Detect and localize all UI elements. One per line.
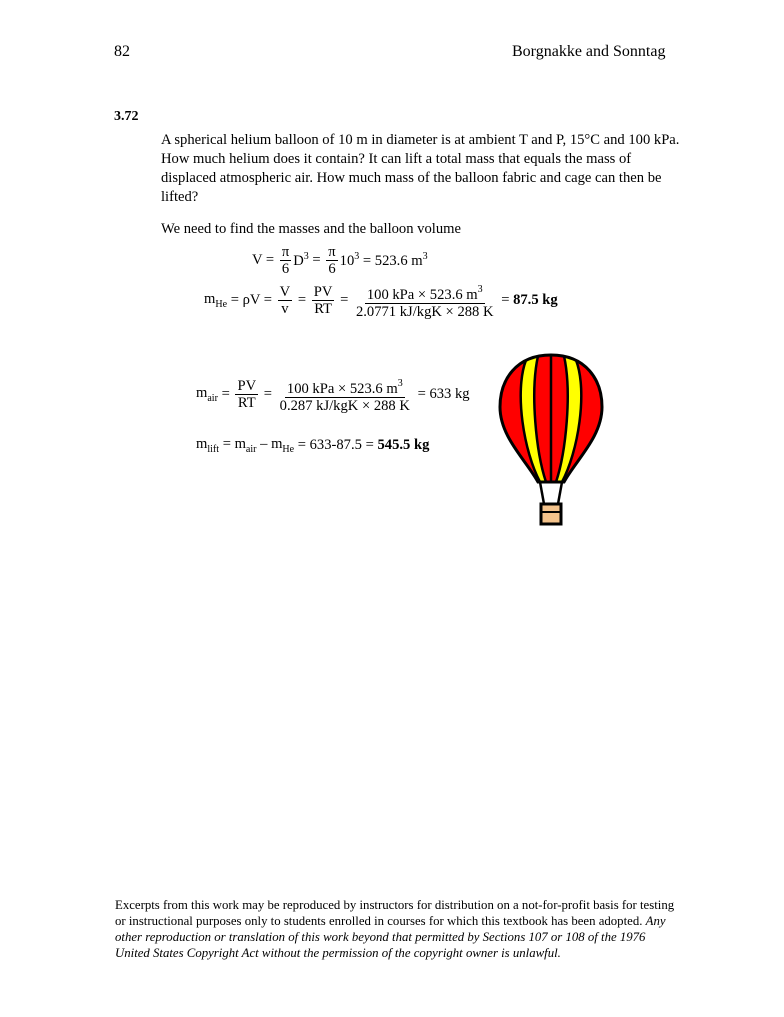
fraction xyxy=(312,284,335,317)
hot-air-balloon-illustration xyxy=(496,352,606,527)
footer-italic-text: Any other reproduction or translation of this work beyond that permitted by Sections 107 or 108 of the 1976 United States Copyright Act without the permission of the copyright owner is unlawful. xyxy=(115,914,666,960)
copyright-footer xyxy=(115,897,675,961)
problem-number: 3.72 xyxy=(114,109,139,124)
problem-statement: A spherical helium balloon of 10 m in diameter is at ambient T and P, 15°C and 100 kPa. How much helium does it contain? It can lift a total mass that equals the mass of displaced atmospheric air. How much mass of the balloon fabric and cage can then be lifted? xyxy=(161,132,680,205)
fraction-numerator: π xyxy=(328,244,336,260)
eq-text: $m_{air}$ xyxy=(196,385,218,405)
fraction-denominator: 0.287 kJ/kgK × 288 K xyxy=(279,397,410,414)
eq-text: = xyxy=(263,386,272,403)
helium-mass-result: 87.5 kg xyxy=(513,292,558,309)
fraction-denominator: 2.0771 kJ/kgK × 288 K xyxy=(355,303,494,320)
fraction-numerator: V xyxy=(279,284,291,301)
page-number: 82 xyxy=(114,43,130,60)
running-header-authors: Borgnakke and Sonntag xyxy=(512,43,666,60)
eq-text: = xyxy=(501,292,510,309)
eq-text: = xyxy=(221,386,230,403)
fraction xyxy=(278,376,412,414)
balloon-ropes xyxy=(540,482,562,504)
fraction xyxy=(278,284,293,317)
eq-text: = xyxy=(340,292,349,309)
air-mass-equation xyxy=(196,376,470,414)
lift-mass-equation xyxy=(196,436,429,455)
lift-mass-result: 545.5 kg xyxy=(377,436,430,453)
eq-text: = 633-87.5 = xyxy=(297,436,374,453)
eq-text: = $m_{air}$ xyxy=(222,436,257,455)
fraction-numerator: 100 kPa × 523.6 $m^3$ xyxy=(286,378,403,397)
fraction-denominator: v xyxy=(281,301,289,318)
eq-text: = 523.6 $m^3$ xyxy=(362,250,428,269)
eq-text: $D^3$ xyxy=(293,250,309,269)
eq-text: – $m_{He}$ xyxy=(260,436,295,455)
fraction xyxy=(235,378,258,411)
eq-text: $m_{He}$ xyxy=(204,291,228,311)
fraction-numerator: 100 kPa × 523.6 $m^3$ xyxy=(366,284,483,303)
fraction-denominator: RT xyxy=(237,395,256,412)
volume-equation xyxy=(252,244,428,277)
fraction xyxy=(326,244,337,277)
fraction xyxy=(280,244,291,277)
eq-text: = xyxy=(297,292,307,309)
eq-text: $10^3$ xyxy=(339,250,360,269)
eq-text: $m_{lift}$ xyxy=(196,436,220,455)
helium-mass-equation xyxy=(204,282,558,320)
fraction-denominator: 6 xyxy=(281,261,290,277)
footer-plain-text: Excerpts from this work may be reproduced by instructors for distribution on a not-for-profit basis for testing or instructional purposes only to students enrolled in courses for which this textbook has been adopted. xyxy=(115,898,675,928)
balloon-basket xyxy=(541,504,561,524)
fraction-numerator: PV xyxy=(313,284,333,301)
solution-intro: We need to find the masses and the balloon volume xyxy=(161,221,461,237)
eq-text: = ρV = xyxy=(230,292,273,309)
fraction-denominator: RT xyxy=(314,301,332,318)
eq-text: = xyxy=(312,252,321,268)
fraction-numerator: π xyxy=(281,244,290,260)
fraction-denominator: 6 xyxy=(328,261,336,277)
air-mass-result: = 633 kg xyxy=(417,386,470,403)
eq-text: V = xyxy=(252,252,275,268)
fraction-numerator: PV xyxy=(237,378,257,395)
fraction xyxy=(354,282,496,320)
